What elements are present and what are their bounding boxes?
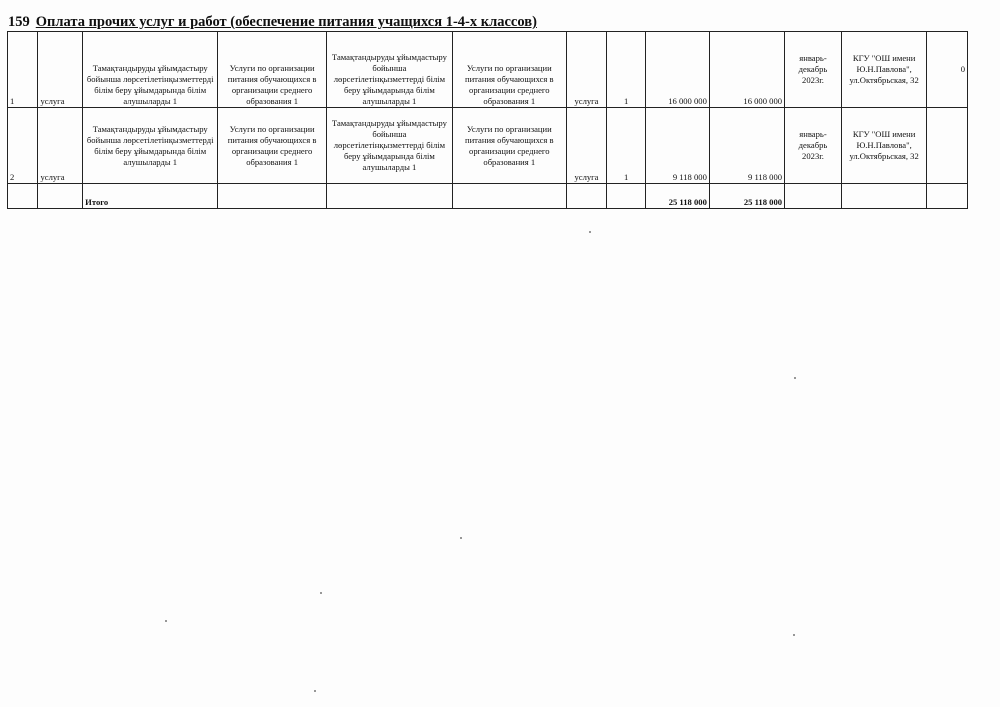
total-empty-cell — [8, 184, 38, 209]
total-empty-cell — [607, 184, 646, 209]
row-unit: услуга — [566, 108, 607, 184]
row-number: 1 — [8, 32, 38, 108]
total-empty-cell — [927, 184, 968, 209]
row-name-ru: Услуги по организации питания обучающихся в организации среднего образования 1 — [218, 108, 327, 184]
total-empty-cell — [218, 184, 327, 209]
row-unit: услуга — [566, 32, 607, 108]
row-description-ru: Услуги по организации питания обучающихся в организации среднего образования 1 — [452, 108, 566, 184]
section-heading — [8, 14, 537, 31]
table-row — [8, 32, 968, 108]
row-advance — [927, 108, 968, 184]
row-price: 9 118 000 — [645, 108, 709, 184]
scan-speck — [314, 690, 316, 692]
procurement-table — [7, 31, 968, 209]
total-label: Итого — [83, 184, 218, 209]
row-amount: 9 118 000 — [709, 108, 784, 184]
row-description-ru: Услуги по организации питания обучающихся в организации среднего образования 1 — [452, 32, 566, 108]
row-description-kz: Тамақтандыруды ұйымдастыру бойынша лөрсетілетінқызметтерді білім беру ұйымдарында білім алушыларды 1 — [326, 32, 452, 108]
total-row — [8, 184, 968, 209]
scan-speck — [165, 620, 167, 622]
scan-speck — [460, 537, 462, 539]
section-number: 159 — [8, 14, 30, 30]
row-description-kz: Тамақтандыруды ұйымдастыру бойынша лөрсетілетінқызметтерді білім беру ұйымдарында білім алушыларды 1 — [326, 108, 452, 184]
total-empty-cell — [326, 184, 452, 209]
total-empty-cell — [785, 184, 842, 209]
total-empty-cell — [452, 184, 566, 209]
scan-speck — [794, 377, 796, 379]
total-empty-cell — [38, 184, 83, 209]
total-price: 25 118 000 — [645, 184, 709, 209]
row-number: 2 — [8, 108, 38, 184]
scan-speck — [320, 592, 322, 594]
scan-speck — [793, 634, 795, 636]
table-row — [8, 108, 968, 184]
row-period: январь-декабрь 2023г. — [785, 32, 842, 108]
row-quantity: 1 — [607, 32, 646, 108]
section-title: Оплата прочих услуг и работ (обеспечение питания учащихся 1-4-х классов) — [35, 14, 537, 30]
row-price: 16 000 000 — [645, 32, 709, 108]
scan-speck — [589, 231, 591, 233]
row-name-ru: Услуги по организации питания обучающихся в организации среднего образования 1 — [218, 32, 327, 108]
row-place: КГУ "ОШ имени Ю.Н.Павлова", ул.Октябрьская, 32 — [841, 32, 926, 108]
total-empty-cell — [566, 184, 607, 209]
total-empty-cell — [841, 184, 926, 209]
total-amount: 25 118 000 — [709, 184, 784, 209]
row-amount: 16 000 000 — [709, 32, 784, 108]
row-type: услуга — [38, 32, 83, 108]
row-type: услуга — [38, 108, 83, 184]
row-quantity: 1 — [607, 108, 646, 184]
row-period: январь-декабрь 2023г. — [785, 108, 842, 184]
row-place: КГУ "ОШ имени Ю.Н.Павлова", ул.Октябрьская, 32 — [841, 108, 926, 184]
row-advance: 0 — [927, 32, 968, 108]
row-name-kz: Тамақтандыруды ұйымдастыру бойынша лөрсетілетінқызметтерді білім беру ұйымдарында білім алушыларды 1 — [83, 108, 218, 184]
row-name-kz: Тамақтандыруды ұйымдастыру бойынша лөрсетілетінқызметтерді білім беру ұйымдарында білім алушыларды 1 — [83, 32, 218, 108]
